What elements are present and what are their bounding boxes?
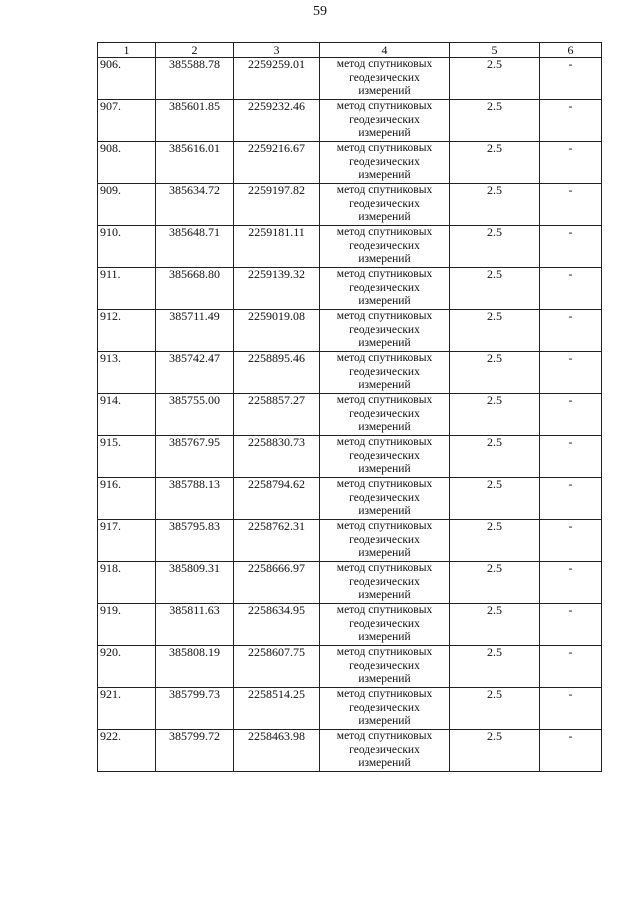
- table-row: [98, 562, 602, 604]
- method-cell: метод спутниковых геодезических измерений: [320, 436, 450, 478]
- point-number-cell: 911.: [98, 268, 156, 310]
- accuracy-cell: 2.5: [450, 184, 540, 226]
- col6-cell: -: [540, 436, 602, 478]
- method-cell: метод спутниковых геодезических измерений: [320, 100, 450, 142]
- col6-cell: -: [540, 142, 602, 184]
- col6-cell: -: [540, 352, 602, 394]
- x-coordinate-cell: 385648.71: [156, 226, 234, 268]
- header-row: [98, 43, 602, 58]
- method-cell: метод спутниковых геодезических измерений: [320, 268, 450, 310]
- method-cell: метод спутниковых геодезических измерений: [320, 478, 450, 520]
- col6-cell: -: [540, 730, 602, 772]
- method-cell: метод спутниковых геодезических измерений: [320, 394, 450, 436]
- header-col-6: 6: [540, 43, 602, 58]
- point-number-cell: 908.: [98, 142, 156, 184]
- accuracy-cell: 2.5: [450, 478, 540, 520]
- method-cell: метод спутниковых геодезических измерений: [320, 310, 450, 352]
- table-row: [98, 646, 602, 688]
- col6-cell: -: [540, 520, 602, 562]
- x-coordinate-cell: 385795.83: [156, 520, 234, 562]
- x-coordinate-cell: 385634.72: [156, 184, 234, 226]
- x-coordinate-cell: 385588.78: [156, 58, 234, 100]
- col6-cell: -: [540, 268, 602, 310]
- x-coordinate-cell: 385788.13: [156, 478, 234, 520]
- y-coordinate-cell: 2258514.25: [234, 688, 320, 730]
- table-row: [98, 226, 602, 268]
- table-row: [98, 352, 602, 394]
- table-row: [98, 604, 602, 646]
- point-number-cell: 909.: [98, 184, 156, 226]
- col6-cell: -: [540, 100, 602, 142]
- x-coordinate-cell: 385767.95: [156, 436, 234, 478]
- method-cell: метод спутниковых геодезических измерений: [320, 184, 450, 226]
- point-number-cell: 906.: [98, 58, 156, 100]
- accuracy-cell: 2.5: [450, 562, 540, 604]
- col6-cell: -: [540, 58, 602, 100]
- x-coordinate-cell: 385668.80: [156, 268, 234, 310]
- method-cell: метод спутниковых геодезических измерений: [320, 58, 450, 100]
- method-cell: метод спутниковых геодезических измерений: [320, 604, 450, 646]
- y-coordinate-cell: 2259181.11: [234, 226, 320, 268]
- accuracy-cell: 2.5: [450, 58, 540, 100]
- method-cell: метод спутниковых геодезических измерений: [320, 226, 450, 268]
- col6-cell: -: [540, 184, 602, 226]
- method-cell: метод спутниковых геодезических измерений: [320, 520, 450, 562]
- table-row: [98, 310, 602, 352]
- col6-cell: -: [540, 478, 602, 520]
- x-coordinate-cell: 385711.49: [156, 310, 234, 352]
- accuracy-cell: 2.5: [450, 268, 540, 310]
- table-row: [98, 142, 602, 184]
- x-coordinate-cell: 385811.63: [156, 604, 234, 646]
- point-number-cell: 917.: [98, 520, 156, 562]
- y-coordinate-cell: 2258463.98: [234, 730, 320, 772]
- accuracy-cell: 2.5: [450, 352, 540, 394]
- accuracy-cell: 2.5: [450, 310, 540, 352]
- point-number-cell: 922.: [98, 730, 156, 772]
- y-coordinate-cell: 2259197.82: [234, 184, 320, 226]
- table-row: [98, 478, 602, 520]
- header-col-1: 1: [98, 43, 156, 58]
- table-row: [98, 520, 602, 562]
- table-row: [98, 394, 602, 436]
- col6-cell: -: [540, 604, 602, 646]
- method-cell: метод спутниковых геодезических измерений: [320, 646, 450, 688]
- accuracy-cell: 2.5: [450, 226, 540, 268]
- table-row: [98, 58, 602, 100]
- header-col-5: 5: [450, 43, 540, 58]
- header-col-3: 3: [234, 43, 320, 58]
- point-number-cell: 921.: [98, 688, 156, 730]
- x-coordinate-cell: 385755.00: [156, 394, 234, 436]
- accuracy-cell: 2.5: [450, 646, 540, 688]
- method-cell: метод спутниковых геодезических измерений: [320, 142, 450, 184]
- table-body: [98, 58, 602, 772]
- point-number-cell: 918.: [98, 562, 156, 604]
- accuracy-cell: 2.5: [450, 604, 540, 646]
- point-number-cell: 916.: [98, 478, 156, 520]
- point-number-cell: 912.: [98, 310, 156, 352]
- x-coordinate-cell: 385601.85: [156, 100, 234, 142]
- accuracy-cell: 2.5: [450, 436, 540, 478]
- x-coordinate-cell: 385799.72: [156, 730, 234, 772]
- point-number-cell: 910.: [98, 226, 156, 268]
- point-number-cell: 915.: [98, 436, 156, 478]
- y-coordinate-cell: 2258830.73: [234, 436, 320, 478]
- y-coordinate-cell: 2259019.08: [234, 310, 320, 352]
- table-header: [98, 43, 602, 58]
- accuracy-cell: 2.5: [450, 142, 540, 184]
- y-coordinate-cell: 2258857.27: [234, 394, 320, 436]
- col6-cell: -: [540, 394, 602, 436]
- y-coordinate-cell: 2258634.95: [234, 604, 320, 646]
- y-coordinate-cell: 2258607.75: [234, 646, 320, 688]
- x-coordinate-cell: 385808.19: [156, 646, 234, 688]
- col6-cell: -: [540, 562, 602, 604]
- col6-cell: -: [540, 310, 602, 352]
- method-cell: метод спутниковых геодезических измерений: [320, 352, 450, 394]
- y-coordinate-cell: 2258666.97: [234, 562, 320, 604]
- table-row: [98, 100, 602, 142]
- table-row: [98, 184, 602, 226]
- point-number-cell: 913.: [98, 352, 156, 394]
- table-row: [98, 730, 602, 772]
- x-coordinate-cell: 385799.73: [156, 688, 234, 730]
- x-coordinate-cell: 385809.31: [156, 562, 234, 604]
- y-coordinate-cell: 2259259.01: [234, 58, 320, 100]
- x-coordinate-cell: 385616.01: [156, 142, 234, 184]
- table-row: [98, 688, 602, 730]
- method-cell: метод спутниковых геодезических измерений: [320, 688, 450, 730]
- col6-cell: -: [540, 688, 602, 730]
- y-coordinate-cell: 2258762.31: [234, 520, 320, 562]
- accuracy-cell: 2.5: [450, 520, 540, 562]
- method-cell: метод спутниковых геодезических измерений: [320, 562, 450, 604]
- y-coordinate-cell: 2259232.46: [234, 100, 320, 142]
- page-number: 59: [313, 4, 327, 19]
- header-col-4: 4: [320, 43, 450, 58]
- col6-cell: -: [540, 646, 602, 688]
- y-coordinate-cell: 2258895.46: [234, 352, 320, 394]
- point-number-cell: 907.: [98, 100, 156, 142]
- y-coordinate-cell: 2259216.67: [234, 142, 320, 184]
- header-col-2: 2: [156, 43, 234, 58]
- accuracy-cell: 2.5: [450, 730, 540, 772]
- point-number-cell: 919.: [98, 604, 156, 646]
- col6-cell: -: [540, 226, 602, 268]
- coordinates-table: [97, 42, 602, 772]
- y-coordinate-cell: 2258794.62: [234, 478, 320, 520]
- table-row: [98, 268, 602, 310]
- y-coordinate-cell: 2259139.32: [234, 268, 320, 310]
- method-cell: метод спутниковых геодезических измерений: [320, 730, 450, 772]
- point-number-cell: 914.: [98, 394, 156, 436]
- accuracy-cell: 2.5: [450, 100, 540, 142]
- table-row: [98, 436, 602, 478]
- x-coordinate-cell: 385742.47: [156, 352, 234, 394]
- accuracy-cell: 2.5: [450, 394, 540, 436]
- point-number-cell: 920.: [98, 646, 156, 688]
- accuracy-cell: 2.5: [450, 688, 540, 730]
